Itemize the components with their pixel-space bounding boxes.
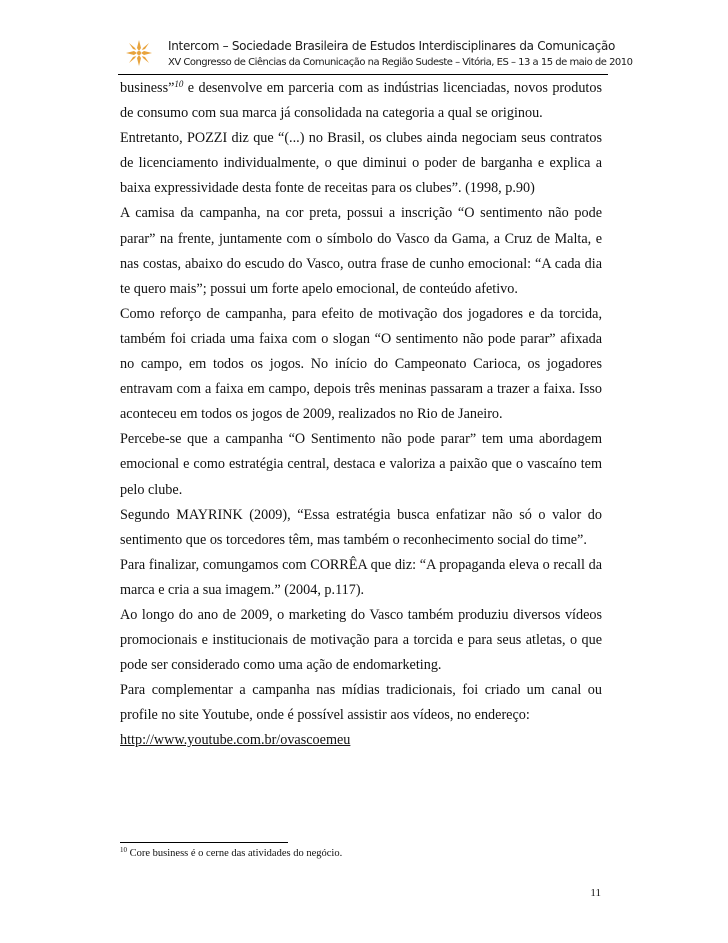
paragraph-4: Como reforço de campanha, para efeito de motivação dos jogadores e da torcida, também foi criada uma faixa com o slogan “O sentimento não pode parar” afixada no campo, em todos os jogos. No início do Campeonato Carioca, os jogadores entravam com a faixa em campo, depois três meninas passaram a trazer a faixa. Isso aconteceu em todos os jogos de 2009, realizados no Rio de Janeiro. (120, 305, 602, 423)
youtube-link[interactable]: http://www.youtube.com.br/ovascoemeu (120, 732, 351, 749)
paragraph-9: Para complementar a campanha nas mídias tradicionais, foi criado um canal ou profile no site Youtube, onde é possível assistir aos vídeos, no endereço: (120, 682, 602, 724)
paragraph-1 (120, 76, 602, 126)
p1-start: business” (120, 80, 175, 96)
paragraph-7: Para finalizar, comungamos com CORRÊA que diz: “A propaganda eleva o recall da marca e cria a sua imagem.” (2004, p.117). (120, 556, 602, 598)
intercom-logo-icon (124, 38, 154, 68)
paragraph-5: Percebe-se que a campanha “O Sentimento não pode parar” tem uma abordagem emocional e como estratégia central, destaca e valoriza a paixão que o vascaíno tem pelo clube. (120, 431, 602, 498)
footnote-number: 10 (120, 846, 127, 854)
footnote (120, 848, 342, 859)
paragraph-link (120, 728, 602, 753)
body-text (120, 76, 602, 754)
paragraph-8: Ao longo do ano de 2009, o marketing do Vasco também produziu diversos vídeos promocionais e institucionais de motivação para a torcida e para seus atletas, o que pode ser considerado como uma ação de endomarketing. (120, 606, 602, 674)
header-title: Intercom – Sociedade Brasileira de Estudos Interdisciplinares da Comunicação (168, 39, 616, 53)
footnote-text: Core business é o cerne das atividades do negócio. (127, 848, 343, 859)
paragraph-6: Segundo MAYRINK (2009), “Essa estratégia busca enfatizar não só o valor do sentimento que os torcedores têm, mas também o reconhecimento social do time”. (120, 506, 602, 548)
page-number: 11 (590, 887, 601, 899)
footnote-ref: 10 (174, 79, 184, 89)
p1-rest: e desenvolve em parceria com as indústrias licenciadas, novos produtos de consumo com sua marca já consolidada na categoria a qual se originou. (120, 80, 602, 122)
paragraph-3: A camisa da campanha, na cor preta, possui a inscrição “O sentimento não pode parar” na frente, juntamente com o símbolo do Vasco da Gama, a Cruz de Malta, e nas costas, abaixo do escudo do Vasco, outra frase de cunho emocional: “A cada dia te quero mais”; possui um forte apelo emocional, de conteúdo afetivo. (120, 205, 602, 297)
header-subtitle: XV Congresso de Ciências da Comunicação na Região Sudeste – Vitória, ES – 13 a 15 de maio de 2010 (168, 57, 633, 68)
header-divider (118, 74, 608, 75)
footnote-divider (120, 842, 288, 843)
paragraph-2: Entretanto, POZZI diz que “(...) no Brasil, os clubes ainda negociam seus contratos de licenciamento individualmente, o que diminui o poder de barganha e explica a baixa expressividade desta fonte de receitas para os clubes”. (1998, p.90) (120, 130, 602, 197)
page-header (118, 36, 633, 74)
